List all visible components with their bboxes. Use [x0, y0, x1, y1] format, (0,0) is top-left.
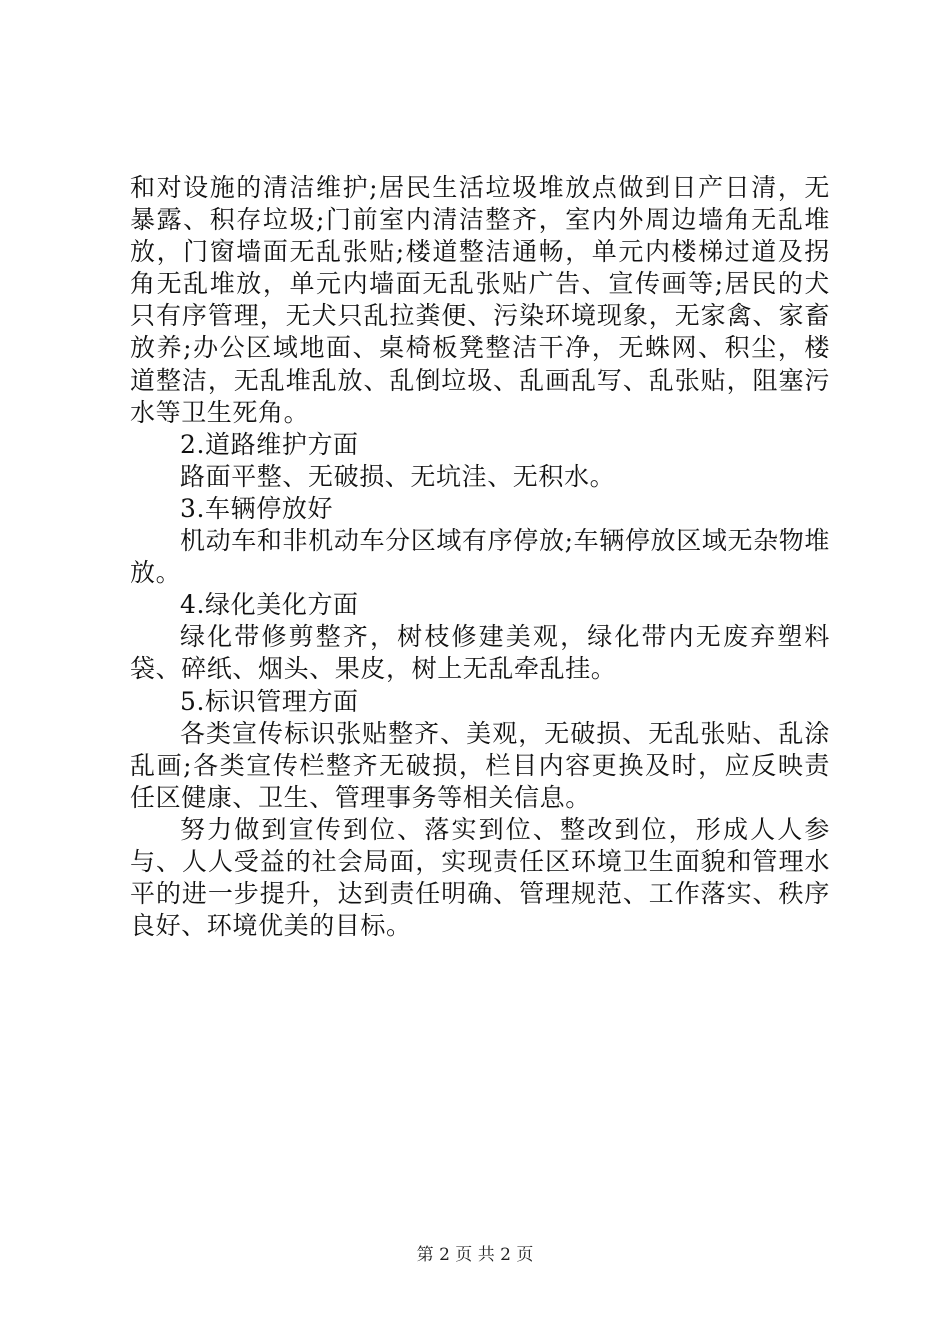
- paragraph-signage: 各类宣传标识张贴整齐、美观，无破损、无乱张贴、乱涂乱画;各类宣传栏整齐无破损，栏目内容更换及时，应反映责任区健康、卫生、管理事务等相关信息。: [130, 718, 830, 812]
- paragraph-road: 路面平整、无破损、无坑洼、无积水。: [180, 461, 616, 491]
- section-heading-vehicle: 3.车辆停放好: [180, 493, 334, 523]
- section-heading-greening: 4.绿化美化方面: [180, 590, 359, 620]
- paragraph-vehicle: 机动车和非机动车分区域有序停放;车辆停放区域无杂物堆放。: [130, 526, 830, 588]
- section-heading-signage: 5.标识管理方面: [180, 686, 359, 716]
- paragraph-greening: 绿化带修剪整齐，树枝修建美观，绿化带内无废弃塑料袋、碎纸、烟头、果皮，树上无乱牵乱挂。: [130, 622, 830, 684]
- page-number-footer: 第 2 页 共 2 页: [416, 1245, 534, 1265]
- paragraph-conclusion: 努力做到宣传到位、落实到位、整改到位，形成人人参与、人人受益的社会局面，实现责任区环境卫生面貌和管理水平的进一步提升，达到责任明确、管理规范、工作落实、秩序良好、环境优美的目标。: [130, 814, 830, 941]
- document-body: [130, 172, 830, 942]
- paragraph-continuation: 和对设施的清洁维护;居民生活垃圾堆放点做到日产日清，无暴露、积存垃圾;门前室内清洁整齐，室内外周边墙角无乱堆放，门窗墙面无乱张贴;楼道整洁通畅，单元内楼梯过道及拐角无乱堆放，单元内墙面无乱张贴广告、宣传画等;居民的犬只有序管理，无犬只乱拉粪便、污染环境现象，无家禽、家畜放养;办公区域地面、桌椅板凳整洁干净，无蛛网、积尘，楼道整洁，无乱堆乱放、乱倒垃圾、乱画乱写、乱张贴，阻塞污水等卫生死角。: [130, 173, 830, 427]
- section-heading-road: 2.道路维护方面: [180, 429, 359, 459]
